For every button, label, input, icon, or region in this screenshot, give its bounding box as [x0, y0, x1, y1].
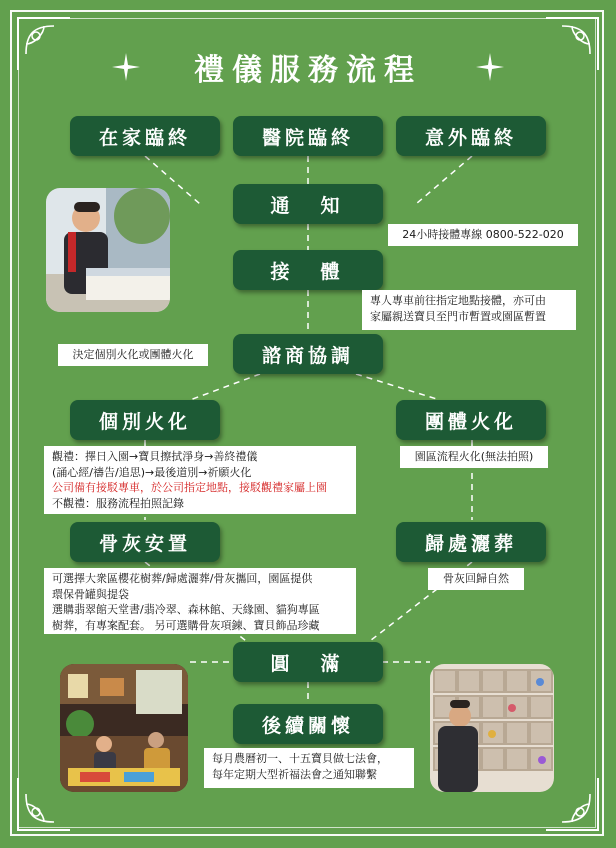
connector-consult-individual — [190, 374, 260, 400]
note-receive-line2: 家屬親送寶貝至門市暫置或園區暫置 — [370, 310, 546, 323]
node-receive: 接 體 — [233, 250, 383, 290]
connector-consult-group — [356, 374, 440, 400]
node-complete: 圓 滿 — [233, 642, 383, 682]
node-consult: 諮商協調 — [233, 334, 383, 374]
note-ashes-line2: 環保骨罐與提袋 — [52, 587, 129, 601]
note-followup-line1: 每月農曆初一、十五寶貝做七法會， — [212, 752, 388, 765]
note-hotline: 24小時接體專線 0800-522-020 — [388, 224, 578, 246]
note-return: 骨灰回歸自然 — [428, 568, 524, 590]
connector-accident-notify — [416, 156, 472, 204]
note-individual-line1: 觀禮：擇日入園→寶貝擦拭淨身→善終禮儀 — [52, 450, 258, 463]
node-home-death: 在家臨終 — [70, 116, 220, 156]
page-title: 禮儀服務流程 — [194, 53, 422, 88]
node-hospital-death: 醫院臨終 — [233, 116, 383, 156]
photo-memorial-shelf — [430, 664, 554, 792]
note-receive — [362, 290, 576, 330]
node-individual-cremation: 個別火化 — [70, 400, 220, 440]
node-return-scatter: 歸處灑葬 — [396, 522, 546, 562]
note-decide: 決定個別火化或團體火化 — [58, 344, 208, 366]
photo-staff-carrying-box — [46, 188, 170, 312]
node-follow-up-care: 後續關懷 — [233, 704, 383, 744]
note-group: 園區流程火化(無法拍照) — [400, 446, 548, 468]
node-notify: 通 知 — [233, 184, 383, 224]
note-individual-line4: 不觀禮：服務流程拍照記錄 — [52, 496, 184, 510]
note-ashes — [44, 568, 356, 634]
note-ashes-line4: 樹葬，有專案配套。 另可選購骨灰項鍊、寶貝飾品珍藏 — [52, 618, 320, 632]
note-individual — [44, 446, 356, 514]
note-followup — [204, 748, 414, 788]
note-individual-line2: (誦心經/禱告/追思)→最後道別→祈願火化 — [52, 465, 252, 479]
node-accident-death: 意外臨終 — [396, 116, 546, 156]
note-followup-line2: 每年定期大型祈福法會之通知聯繫 — [212, 768, 377, 781]
node-group-cremation: 團體火化 — [396, 400, 546, 440]
note-ashes-line3: 選購翡翠館天堂書/翡冷翠、森林館、天緣園、貓狗專區 — [52, 603, 320, 616]
node-ashes-placement: 骨灰安置 — [70, 522, 220, 562]
note-individual-shuttle: 公司備有接駁專車，於公司指定地點，接駁觀禮家屬上園 — [52, 481, 327, 494]
photo-memorial-ceremony — [60, 664, 188, 792]
note-ashes-line1: 可選擇大衆區櫻花樹葬/歸處灑葬/骨灰攜回，園區提供 — [52, 572, 313, 585]
note-receive-line1: 專人專車前往指定地點接體，亦可由 — [370, 294, 546, 307]
